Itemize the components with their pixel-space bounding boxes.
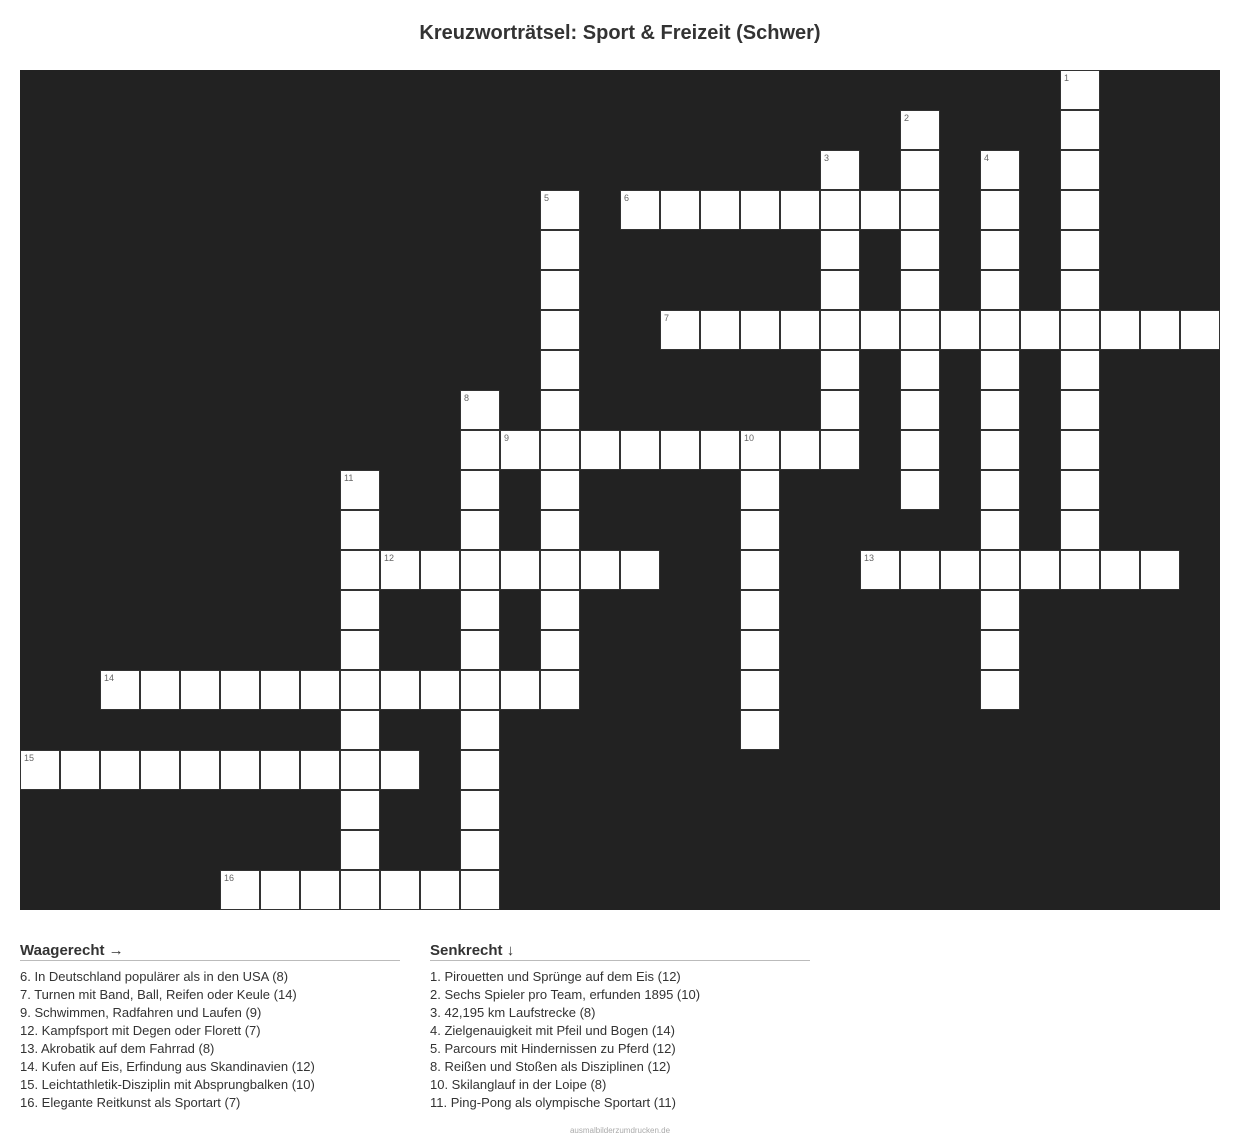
grid-cell[interactable] bbox=[980, 230, 1020, 270]
clue-across: 6. In Deutschland populärer als in den USA (8) bbox=[20, 969, 289, 984]
grid-cell[interactable] bbox=[900, 350, 940, 390]
grid-cell[interactable] bbox=[1060, 70, 1100, 110]
grid-cell[interactable] bbox=[980, 150, 1020, 190]
grid-cell[interactable] bbox=[460, 790, 500, 830]
clue-number: 15 bbox=[24, 753, 35, 763]
grid-cell[interactable] bbox=[420, 670, 460, 710]
grid-cell[interactable] bbox=[540, 470, 580, 510]
grid-cell[interactable] bbox=[780, 310, 820, 350]
grid-cell[interactable] bbox=[980, 670, 1020, 710]
grid-cell[interactable] bbox=[900, 190, 940, 230]
grid-cell[interactable] bbox=[620, 550, 660, 590]
grid-cell[interactable] bbox=[180, 750, 220, 790]
clue-down: 5. Parcours mit Hindernissen zu Pferd (12) bbox=[430, 1041, 676, 1056]
clue-number: 4 bbox=[984, 153, 990, 163]
grid-cell[interactable] bbox=[860, 190, 900, 230]
grid-cell[interactable] bbox=[420, 550, 460, 590]
clue-number: 1 bbox=[1064, 73, 1070, 83]
grid-cell[interactable] bbox=[980, 590, 1020, 630]
clue-number: 3 bbox=[824, 153, 830, 163]
grid-cell[interactable] bbox=[540, 350, 580, 390]
grid-cell[interactable] bbox=[340, 750, 380, 790]
grid-cell[interactable] bbox=[740, 430, 780, 470]
grid-cell[interactable] bbox=[1060, 390, 1100, 430]
grid-cell[interactable] bbox=[1060, 150, 1100, 190]
clue-number: 12 bbox=[384, 553, 395, 563]
grid-cell[interactable] bbox=[660, 430, 700, 470]
grid-cell[interactable] bbox=[340, 870, 380, 910]
clue-number: 6 bbox=[624, 193, 630, 203]
grid-cell[interactable] bbox=[1100, 310, 1140, 350]
clue-down: 11. Ping-Pong als olympische Sportart (11) bbox=[430, 1095, 676, 1110]
grid-cell[interactable] bbox=[1060, 110, 1100, 150]
grid-cell[interactable] bbox=[340, 510, 380, 550]
grid-cell[interactable] bbox=[380, 670, 420, 710]
grid-cell[interactable] bbox=[380, 750, 420, 790]
clue-number: 2 bbox=[904, 113, 910, 123]
grid-cell[interactable] bbox=[820, 190, 860, 230]
footer-credit: ausmalbilderzumdrucken.de bbox=[569, 1126, 671, 1135]
grid-cell[interactable] bbox=[620, 190, 660, 230]
grid-cell[interactable] bbox=[700, 310, 740, 350]
grid-cell[interactable] bbox=[820, 430, 860, 470]
grid-cell[interactable] bbox=[1060, 350, 1100, 390]
grid-cell[interactable] bbox=[900, 230, 940, 270]
grid-cell[interactable] bbox=[1020, 310, 1060, 350]
grid-cell[interactable] bbox=[980, 470, 1020, 510]
grid-cell[interactable] bbox=[540, 630, 580, 670]
grid-cell[interactable] bbox=[820, 150, 860, 190]
grid-cell[interactable] bbox=[340, 670, 380, 710]
grid-cell[interactable] bbox=[860, 310, 900, 350]
grid-cell[interactable] bbox=[1060, 310, 1100, 350]
crossword-grid bbox=[20, 70, 1220, 910]
grid-cell[interactable] bbox=[740, 190, 780, 230]
across-heading: Waagerecht → bbox=[20, 942, 400, 961]
grid-cell[interactable] bbox=[540, 190, 580, 230]
grid-cell[interactable] bbox=[340, 630, 380, 670]
clue-down: 1. Pirouetten und Sprünge auf dem Eis (12) bbox=[430, 969, 681, 984]
clue-number: 9 bbox=[504, 433, 510, 443]
grid-cell[interactable] bbox=[380, 550, 420, 590]
grid-cell[interactable] bbox=[100, 670, 140, 710]
grid-cell[interactable] bbox=[980, 510, 1020, 550]
grid-cell[interactable] bbox=[740, 310, 780, 350]
clue-down: 10. Skilanglauf in der Loipe (8) bbox=[430, 1077, 607, 1092]
grid-cell[interactable] bbox=[540, 590, 580, 630]
grid-cell[interactable] bbox=[460, 830, 500, 870]
grid-cell[interactable] bbox=[660, 310, 700, 350]
grid-cell[interactable] bbox=[1060, 430, 1100, 470]
grid-cell[interactable] bbox=[900, 550, 940, 590]
grid-cell[interactable] bbox=[1100, 550, 1140, 590]
grid-cell[interactable] bbox=[140, 670, 180, 710]
grid-cell[interactable] bbox=[980, 630, 1020, 670]
grid-cell[interactable] bbox=[1060, 510, 1100, 550]
grid-cell[interactable] bbox=[460, 630, 500, 670]
grid-cell[interactable] bbox=[300, 670, 340, 710]
grid-cell[interactable] bbox=[1060, 270, 1100, 310]
grid-cell[interactable] bbox=[780, 190, 820, 230]
grid-cell[interactable] bbox=[700, 190, 740, 230]
grid-cell[interactable] bbox=[1060, 470, 1100, 510]
clue-number: 16 bbox=[224, 873, 235, 883]
grid-cell[interactable] bbox=[540, 550, 580, 590]
grid-cell[interactable] bbox=[220, 870, 260, 910]
clue-number: 8 bbox=[464, 393, 470, 403]
grid-cell[interactable] bbox=[300, 750, 340, 790]
clue-down: 3. 42,195 km Laufstrecke (8) bbox=[430, 1005, 596, 1020]
clue-across: 12. Kampfsport mit Degen oder Florett (7) bbox=[20, 1023, 261, 1038]
down-clues bbox=[430, 942, 810, 1112]
grid-cell[interactable] bbox=[340, 590, 380, 630]
grid-cell[interactable] bbox=[60, 750, 100, 790]
grid-cell[interactable] bbox=[740, 550, 780, 590]
grid-cell[interactable] bbox=[1180, 310, 1220, 350]
clue-down: 8. Reißen und Stoßen als Disziplinen (12) bbox=[430, 1059, 671, 1074]
clue-number: 13 bbox=[864, 553, 875, 563]
grid-cell[interactable] bbox=[100, 750, 140, 790]
grid-cell[interactable] bbox=[460, 470, 500, 510]
grid-cell[interactable] bbox=[260, 870, 300, 910]
clue-number: 11 bbox=[344, 473, 354, 483]
grid-cell[interactable] bbox=[1140, 310, 1180, 350]
grid-cell[interactable] bbox=[340, 830, 380, 870]
grid-cell[interactable] bbox=[980, 270, 1020, 310]
grid-cell[interactable] bbox=[740, 470, 780, 510]
grid-cell[interactable] bbox=[1060, 190, 1100, 230]
grid-cell[interactable] bbox=[540, 510, 580, 550]
grid-cell[interactable] bbox=[980, 310, 1020, 350]
grid-cell[interactable] bbox=[580, 430, 620, 470]
grid-cell[interactable] bbox=[460, 550, 500, 590]
clue-across: 16. Elegante Reitkunst als Sportart (7) bbox=[20, 1095, 241, 1110]
grid-cell[interactable] bbox=[540, 230, 580, 270]
clue-down: 2. Sechs Spieler pro Team, erfunden 1895 (10) bbox=[430, 987, 701, 1002]
grid-cell[interactable] bbox=[740, 590, 780, 630]
grid-cell[interactable] bbox=[900, 430, 940, 470]
grid-cell[interactable] bbox=[420, 870, 460, 910]
down-heading: Senkrecht ↓ bbox=[430, 942, 810, 961]
grid-cell[interactable] bbox=[340, 790, 380, 830]
grid-cell[interactable] bbox=[460, 710, 500, 750]
grid-cell[interactable] bbox=[1020, 550, 1060, 590]
clue-down: 4. Zielgenauigkeit mit Pfeil und Bogen (14) bbox=[430, 1023, 675, 1038]
grid-cell[interactable] bbox=[500, 670, 540, 710]
grid-cell[interactable] bbox=[900, 470, 940, 510]
grid-cell[interactable] bbox=[740, 710, 780, 750]
grid-cell[interactable] bbox=[460, 430, 500, 470]
grid-cell[interactable] bbox=[460, 750, 500, 790]
grid-cell[interactable] bbox=[460, 870, 500, 910]
clue-number: 14 bbox=[104, 673, 115, 683]
grid-cell[interactable] bbox=[220, 750, 260, 790]
grid-cell[interactable] bbox=[740, 670, 780, 710]
grid-cell[interactable] bbox=[500, 550, 540, 590]
clue-across: 7. Turnen mit Band, Ball, Reifen oder Keule (14) bbox=[20, 987, 297, 1002]
clue-across: 9. Schwimmen, Radfahren und Laufen (9) bbox=[20, 1005, 262, 1020]
grid-cell[interactable] bbox=[740, 510, 780, 550]
grid-cell[interactable] bbox=[540, 390, 580, 430]
grid-cell[interactable] bbox=[540, 670, 580, 710]
grid-cell[interactable] bbox=[900, 150, 940, 190]
grid-cell[interactable] bbox=[980, 190, 1020, 230]
grid-cell[interactable] bbox=[820, 270, 860, 310]
grid-cell[interactable] bbox=[20, 750, 60, 790]
grid-cell[interactable] bbox=[820, 390, 860, 430]
grid-cell[interactable] bbox=[460, 590, 500, 630]
grid-cell[interactable] bbox=[1140, 550, 1180, 590]
grid-cell[interactable] bbox=[820, 230, 860, 270]
grid-cell[interactable] bbox=[980, 350, 1020, 390]
grid-cell[interactable] bbox=[340, 710, 380, 750]
grid-cell[interactable] bbox=[300, 870, 340, 910]
grid-cell[interactable] bbox=[940, 310, 980, 350]
grid-cell[interactable] bbox=[380, 870, 420, 910]
grid-cell[interactable] bbox=[980, 430, 1020, 470]
grid-cell[interactable] bbox=[900, 390, 940, 430]
grid-cell[interactable] bbox=[460, 390, 500, 430]
clue-across: 13. Akrobatik auf dem Fahrrad (8) bbox=[20, 1041, 215, 1056]
grid-cell[interactable] bbox=[500, 430, 540, 470]
grid-cell[interactable] bbox=[260, 670, 300, 710]
grid-cell[interactable] bbox=[580, 550, 620, 590]
clue-number: 5 bbox=[544, 193, 550, 203]
clue-across: 15. Leichtathletik-Disziplin mit Absprungbalken (10) bbox=[20, 1077, 315, 1092]
grid-cell[interactable] bbox=[980, 550, 1020, 590]
grid-cell[interactable] bbox=[1060, 230, 1100, 270]
grid-cell[interactable] bbox=[260, 750, 300, 790]
grid-cell[interactable] bbox=[340, 470, 380, 510]
grid-cell[interactable] bbox=[220, 670, 260, 710]
clue-across: 14. Kufen auf Eis, Erfindung aus Skandinavien (12) bbox=[20, 1059, 315, 1074]
grid-cell[interactable] bbox=[700, 430, 740, 470]
grid-cell[interactable] bbox=[740, 630, 780, 670]
clue-number: 7 bbox=[664, 313, 670, 323]
grid-cell[interactable] bbox=[900, 110, 940, 150]
grid-cell[interactable] bbox=[340, 550, 380, 590]
grid-cell[interactable] bbox=[900, 310, 940, 350]
across-clues bbox=[20, 942, 400, 1112]
grid-cell[interactable] bbox=[180, 670, 220, 710]
grid-cell[interactable] bbox=[140, 750, 180, 790]
grid-cell[interactable] bbox=[540, 430, 580, 470]
grid-cell[interactable] bbox=[460, 510, 500, 550]
grid-cell[interactable] bbox=[460, 670, 500, 710]
grid-cell[interactable] bbox=[940, 550, 980, 590]
grid-cell[interactable] bbox=[900, 270, 940, 310]
grid-cell[interactable] bbox=[660, 190, 700, 230]
clue-number: 10 bbox=[744, 433, 755, 443]
grid-cell[interactable] bbox=[620, 430, 660, 470]
grid-cell[interactable] bbox=[860, 550, 900, 590]
grid-cell[interactable] bbox=[980, 390, 1020, 430]
grid-cell[interactable] bbox=[820, 310, 860, 350]
grid-cell[interactable] bbox=[780, 430, 820, 470]
puzzle-title: Kreuzworträtsel: Sport & Freizeit (Schwer) bbox=[419, 22, 821, 44]
grid-cell[interactable] bbox=[540, 310, 580, 350]
grid-cell[interactable] bbox=[1060, 550, 1100, 590]
grid-cell[interactable] bbox=[540, 270, 580, 310]
grid-cell[interactable] bbox=[820, 350, 860, 390]
